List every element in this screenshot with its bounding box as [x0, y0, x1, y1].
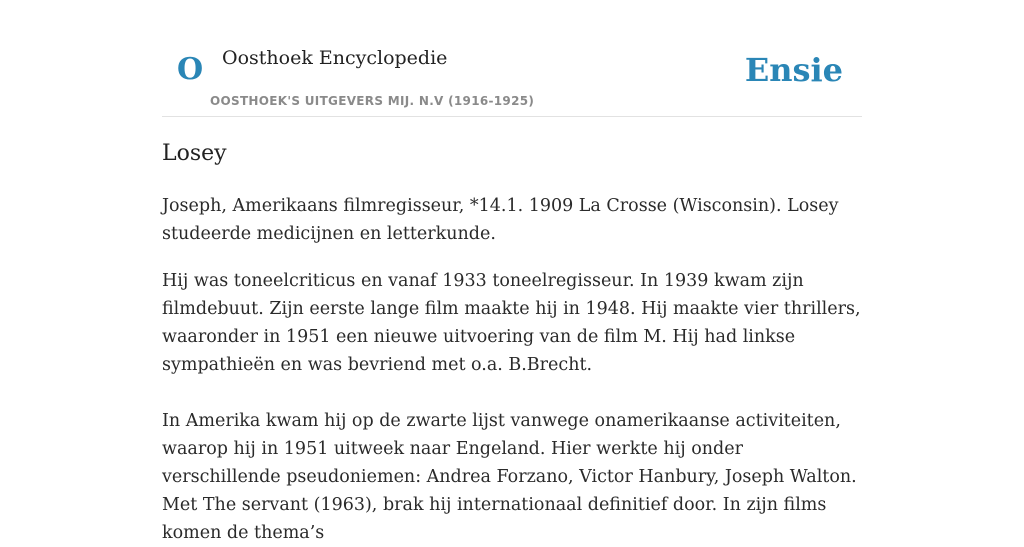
- entry-title: Losey: [162, 141, 227, 166]
- ensie-brand-logo[interactable]: Ensie: [744, 51, 843, 89]
- source-logo[interactable]: O: [177, 52, 204, 87]
- entry-content: [162, 139, 862, 547]
- source-header: [162, 0, 862, 117]
- source-subtitle: OOSTHOEK'S UITGEVERS MIJ. N.V (1916-1925): [210, 94, 535, 108]
- entry-paragraph: Joseph, Amerikaans filmregisseur, *14.1. 1909 La Crosse (Wisconsin). Losey studeerde medicijnen en letterkunde.: [162, 196, 839, 244]
- source-title-link[interactable]: Oosthoek Encyclopedie: [222, 47, 448, 69]
- entry-paragraph: In Amerika kwam hij op de zwarte lijst vanwege onamerikaanse activiteiten, waarop hij in 1951 uitweek naar Engeland. Hier werkte hij onder verschillende pseudoniemen: Andrea Forzano, Victor Hanbury, Joseph Walton. Met The servant (1963), brak hij internationaal definitief door. In zijn films komen de thema’s: [162, 411, 857, 543]
- entry-paragraph: Hij was toneelcriticus en vanaf 1933 toneelregisseur. In 1939 kwam zijn filmdebuut. Zijn eerste lange film maakte hij in 1948. Hij maakte vier thrillers, waaronder in 1951 een nieuwe uitvoering van de film M. Hij had linkse sympathieën en was bevriend met o.a. B.Brecht.: [162, 271, 861, 375]
